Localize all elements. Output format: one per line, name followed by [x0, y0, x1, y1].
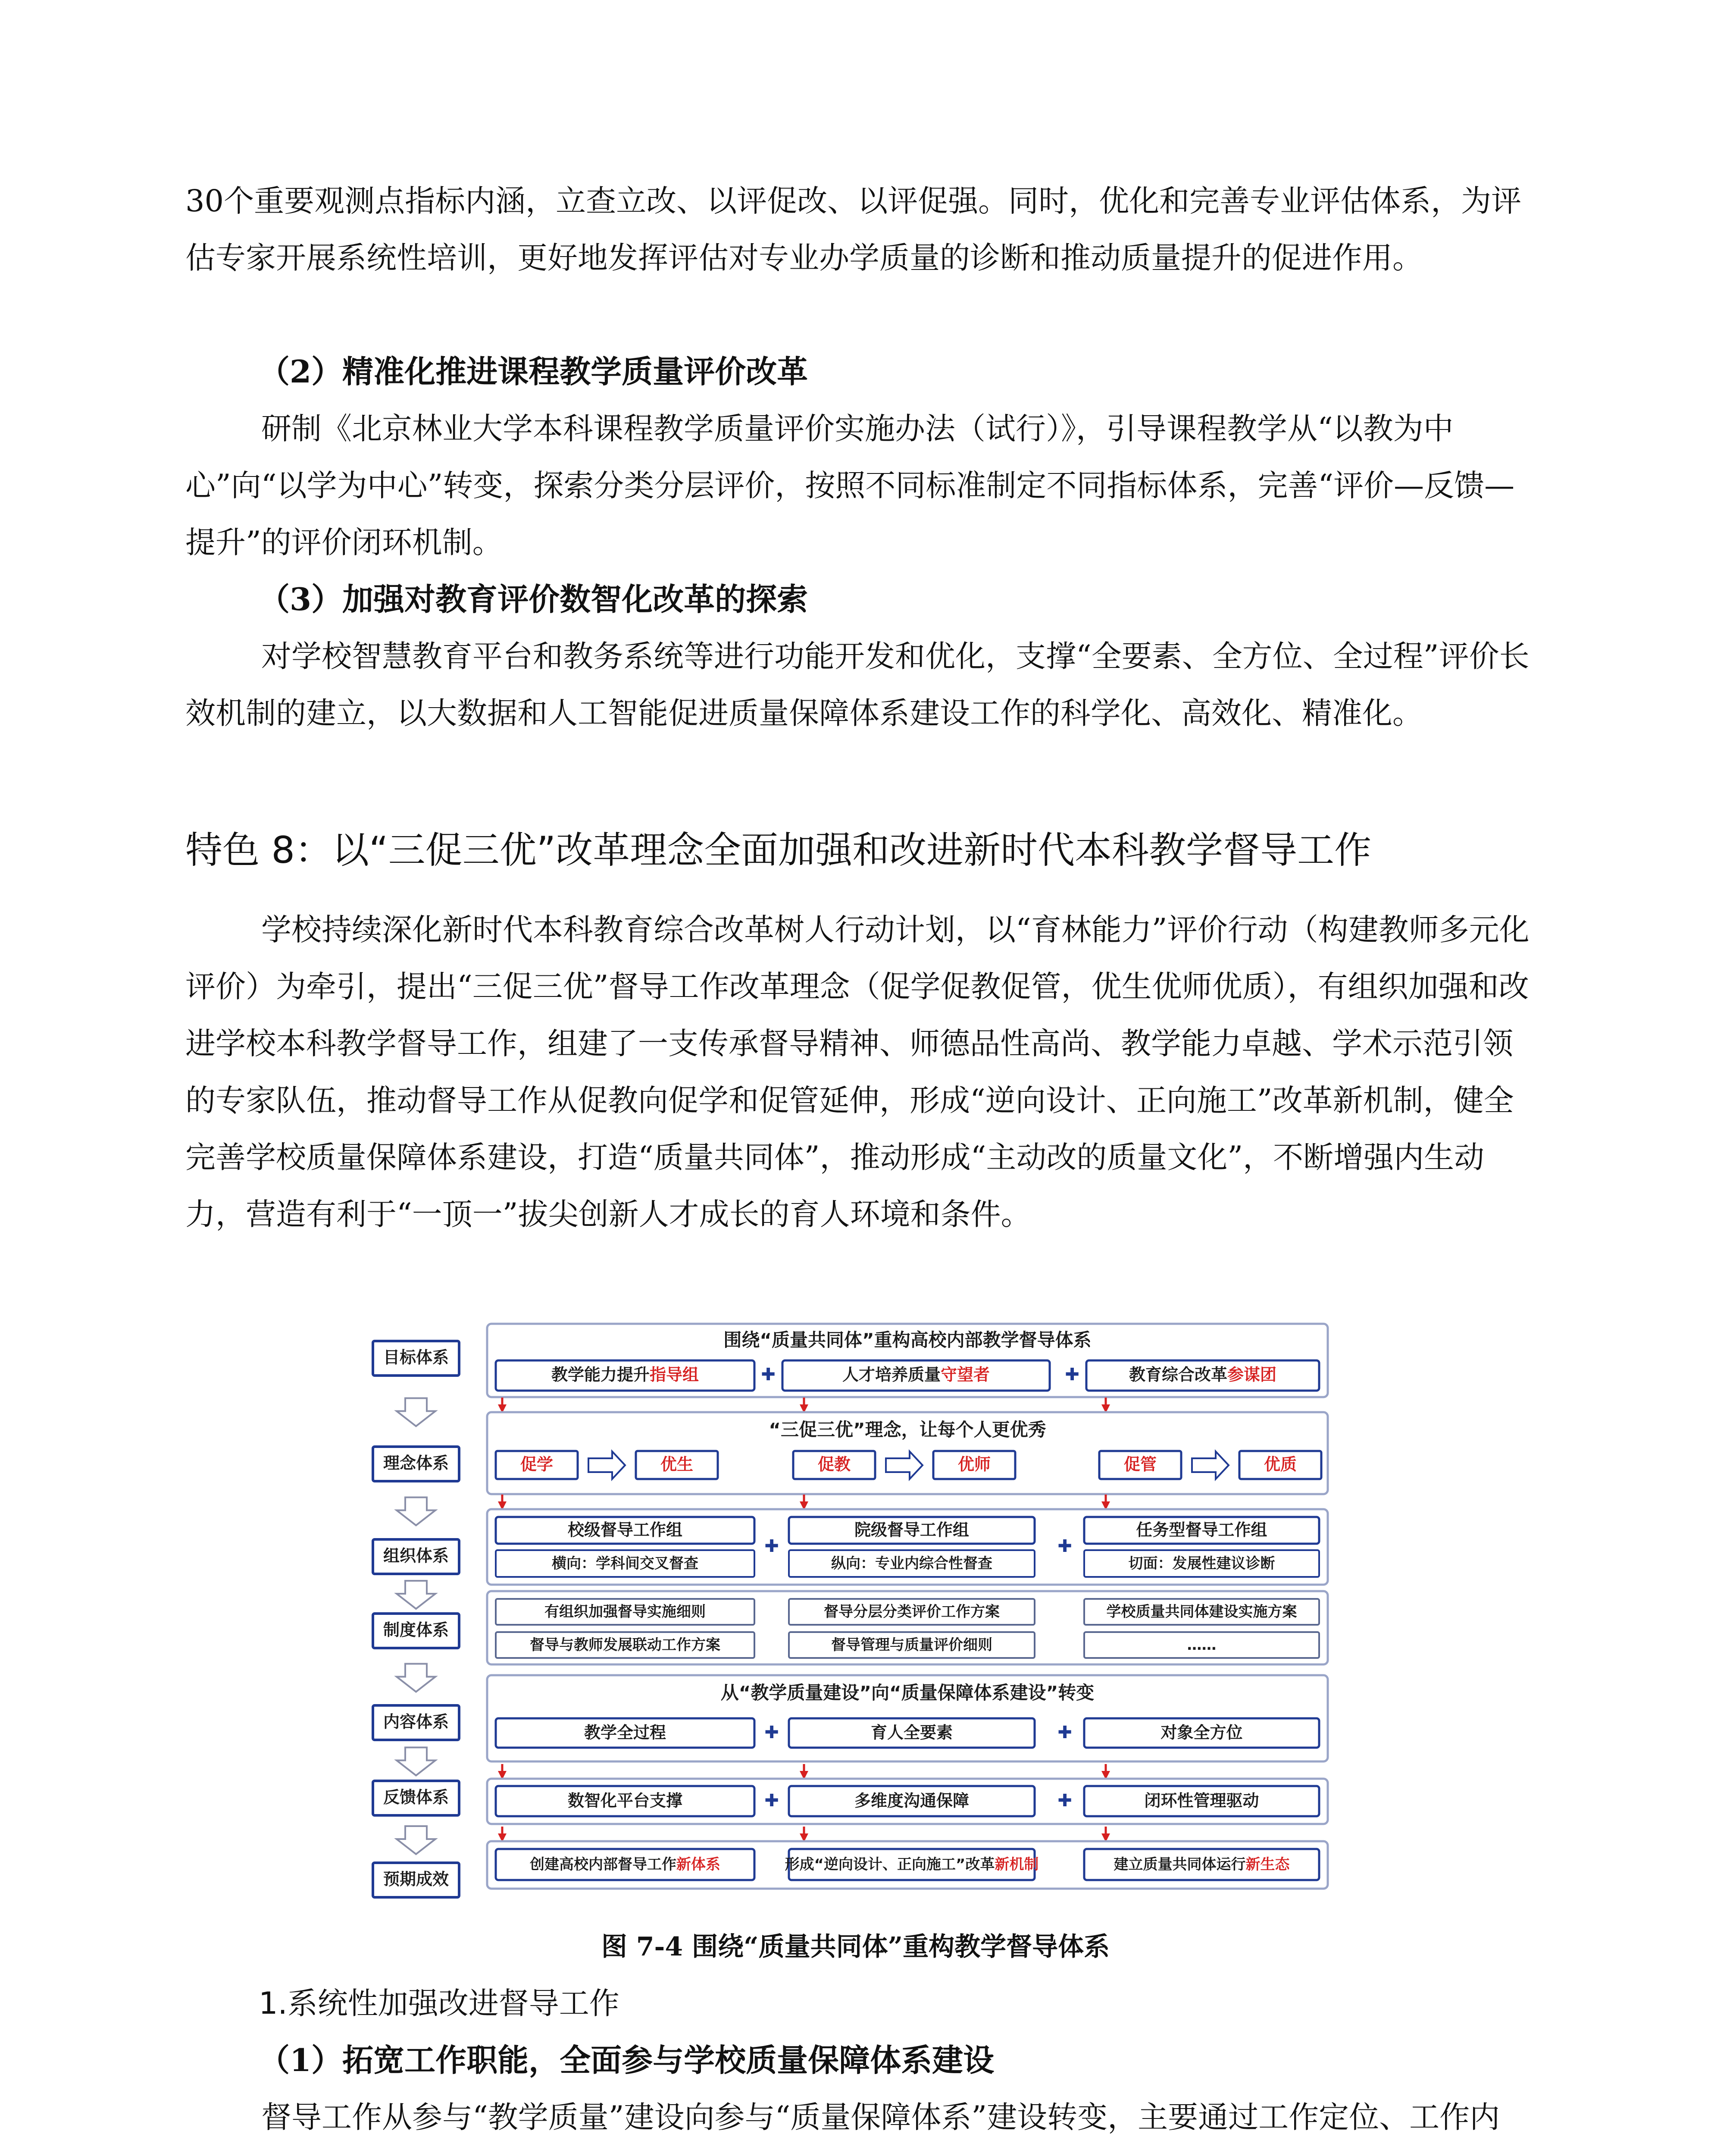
supervision-diagram: [369, 1319, 1343, 1923]
heading-1: （1）拓宽工作职能，全面参与学校质量保障体系建设: [259, 2042, 995, 2078]
feature-title: 特色 8：以“三促三优”改革理念全面加强和改进新时代本科教学督导工作: [185, 829, 1372, 872]
paragraph-2: 研制《北京林业大学本科课程教学质量评价实施办法（试行）》，引导课程教学从“以教为中心”向“以学为中心”转变，探索分类分层评价，按照不同标准制定不同指标体系，完善“评价—反馈—提升”的评价闭环机制。: [185, 411, 1515, 560]
concept-cause-text-2: 促教: [817, 1454, 851, 1474]
rule-item-text-6: ……: [1187, 1636, 1217, 1654]
section-heading: 1.系统性加强改进督导工作: [259, 1986, 619, 2021]
down-arrow-icon: [397, 1581, 435, 1609]
concept-cause-text-1: 促学: [520, 1454, 554, 1474]
down-arrow-icon: [397, 1664, 435, 1692]
concept-effect-text-2: 优师: [957, 1454, 991, 1474]
outcome-item-text-2: 形成“逆向设计、正向施工”改革新机制: [785, 1855, 1039, 1873]
down-arrow-icon: [397, 1398, 435, 1426]
feedback-item-text-3: 闭环性管理驱动: [1144, 1791, 1259, 1810]
paragraph-5: 督导工作从参与“教学质量”建设向参与“质量保障体系”建设转变，主要通过工作定位、工作内: [261, 2100, 1500, 2135]
system-label-text-4: 制度体系: [383, 1620, 449, 1639]
org-sub-text-3: 切面：发展性建议诊断: [1128, 1554, 1275, 1572]
concept-effect-text-1: 优生: [660, 1454, 694, 1474]
goal-item-text-3: 教育综合改革参谋团: [1129, 1365, 1277, 1384]
org-group-text-3: 任务型督导工作组: [1136, 1520, 1267, 1539]
paragraph-3: 对学校智慧教育平台和教务系统等进行功能开发和优化，支撑“全要素、全方位、全过程”评价长效机制的建立，以大数据和人工智能促进质量保障体系建设工作的科学化、高效化、精准化。: [185, 639, 1530, 731]
rule-item-text-2: 督导分层分类评价工作方案: [824, 1603, 1000, 1620]
system-label-text-5: 内容体系: [383, 1712, 449, 1731]
heading-2: （2）精准化推进课程教学质量评价改革: [259, 353, 808, 390]
content-item-text-3: 对象全方位: [1160, 1723, 1243, 1742]
concept-title: “三促三优”理念，让每个人更优秀: [769, 1419, 1046, 1440]
outcome-item-text-3: 建立质量共同体运行新生态: [1114, 1855, 1290, 1873]
feedback-item-text-1: 数智化平台支撑: [567, 1791, 683, 1810]
plus-icon: ✚: [1057, 1536, 1072, 1556]
paragraph-4: 学校持续深化新时代本科教育综合改革树人行动计划，以“育林能力”评价行动（构建教师多元化评价）为牵引，提出“三促三优”督导工作改革理念（促学促教促管，优生优师优质），有组织加强和改进学校本科教学督导工作，组建了一支传承督导精神、师德品性高尚、教学能力卓越、学术示范引领的专家队伍，推动督导工作从促教向促学和促管延伸，形成“逆向设计、正向施工”改革新机制，健全完善学校质量保障体系建设，打造“质量共同体”，推动形成“主动改的质量文化”，不断增强内生动力，营造有利于“一顶一”拔尖创新人才成长的育人环境和条件。: [185, 912, 1530, 1232]
system-label-text-7: 预期成效: [383, 1869, 449, 1889]
system-label-text-1: 目标体系: [383, 1348, 449, 1367]
goal-item-text-2: 人才培养质量守望者: [842, 1365, 990, 1384]
rule-item-text-3: 学校质量共同体建设实施方案: [1106, 1603, 1297, 1620]
plus-icon: ✚: [1057, 1723, 1072, 1742]
org-group-text-1: 校级督导工作组: [567, 1520, 683, 1539]
plus-icon: ✚: [764, 1791, 779, 1811]
plus-icon: ✚: [761, 1365, 776, 1385]
system-label-text-2: 理念体系: [383, 1453, 449, 1473]
concept-effect-text-3: 优质: [1264, 1454, 1297, 1474]
system-label-text-3: 组织体系: [383, 1546, 449, 1565]
rule-item-text-1: 有组织加强督导实施细则: [544, 1603, 706, 1620]
plus-icon: ✚: [764, 1723, 779, 1742]
rule-item-text-5: 督导管理与质量评价细则: [831, 1636, 992, 1654]
plus-icon: ✚: [764, 1536, 779, 1556]
org-sub-text-1: 横向：学科间交叉督查: [552, 1554, 698, 1572]
content-item-text-2: 育人全要素: [870, 1723, 953, 1742]
feedback-item-text-2: 多维度沟通保障: [854, 1791, 970, 1810]
down-arrow-icon: [397, 1748, 435, 1776]
paragraph-1: 30个重要观测点指标内涵，立查立改、以评促改、以评促强。同时，优化和完善专业评估体系，为评估专家开展系统性培训，更好地发挥评估对专业办学质量的诊断和推动质量提升的促进作用。: [185, 183, 1522, 276]
goal-item-text-1: 教学能力提升指导组: [551, 1365, 699, 1384]
plus-icon: ✚: [1057, 1791, 1072, 1811]
rule-item-text-4: 督导与教师发展联动工作方案: [530, 1636, 720, 1654]
org-sub-text-2: 纵向：专业内综合性督查: [831, 1554, 992, 1572]
goal-title: 围绕“质量共同体”重构高校内部教学督导体系: [723, 1329, 1092, 1351]
heading-3: （3）加强对教育评价数智化改革的探索: [259, 581, 808, 617]
outcome-item-text-1: 创建高校内部督导工作新体系: [530, 1855, 720, 1873]
content-title: 从“教学质量建设”向“质量保障体系建设”转变: [720, 1682, 1095, 1703]
content-item-text-1: 教学全过程: [584, 1723, 666, 1742]
plus-icon: ✚: [1065, 1365, 1079, 1385]
concept-cause-text-3: 促管: [1123, 1454, 1157, 1474]
down-arrow-icon: [397, 1826, 435, 1854]
org-group-text-2: 院级督导工作组: [854, 1520, 970, 1539]
figure-caption: 图 7-4 围绕“质量共同体”重构教学督导体系: [601, 1932, 1110, 1962]
down-arrow-icon: [397, 1498, 435, 1526]
system-label-text-6: 反馈体系: [383, 1787, 449, 1807]
